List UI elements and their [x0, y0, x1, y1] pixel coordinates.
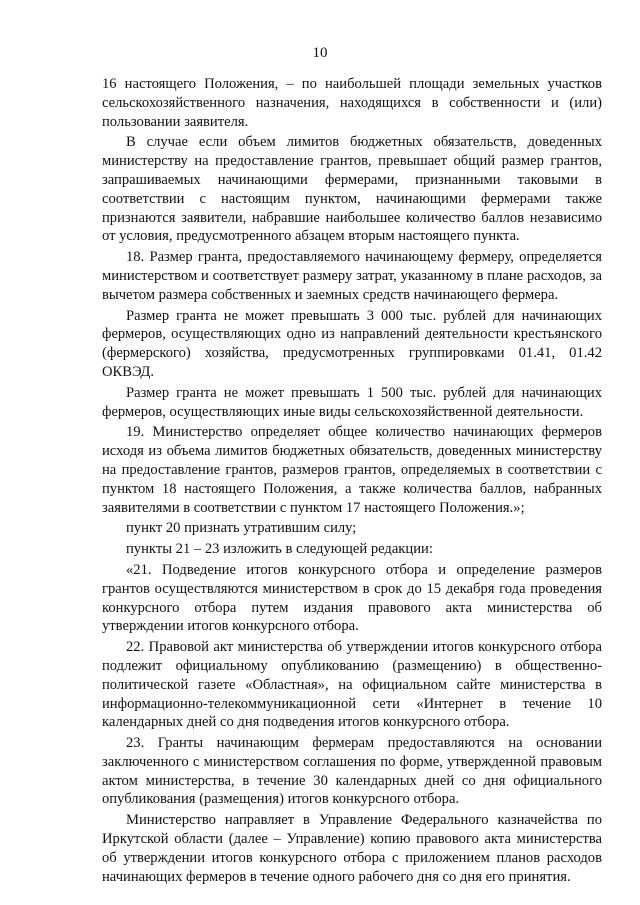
- paragraph-8: пункты 21 – 23 изложить в следующей редакции:: [126, 541, 433, 558]
- page-number: 10: [312, 45, 328, 61]
- paragraph-4: Размер гранта не может превышать 3 000 тыс. рублей для начинающих фермеров, осуществляющих одно из направлений деятельности крестьянского (фермерского) хозяйства, предусмотренных группировками 01.41, 01.42 ОКВЭД.: [102, 307, 602, 380]
- paragraph-12: Министерство направляет в Управление Федерального казначейства по Иркутской области (далее – Управление) копию правового акта министерства об утверждении итогов конкурсного отбора с приложением планов расходов начинающих фермеров в течение одного рабочего дня со дня его принятия.: [102, 812, 602, 885]
- paragraph-5: Размер гранта не может превышать 1 500 тыс. рублей для начинающих фермеров, осуществляющих иные виды сельскохозяйственной деятельности.: [102, 384, 602, 420]
- paragraph-3: 18. Размер гранта, предоставляемого начинающему фермеру, определяется министерством и соответствует размеру затрат, указанному в плане расходов, за вычетом размера собственных и заемных средств начинающего фермера.: [102, 249, 602, 303]
- paragraph-9: «21. Подведение итогов конкурсного отбора и определение размеров грантов осуществляются министерством в срок до 15 декабря года проведения конкурсного отбора путем издания правового акта министерства об утверждении итогов конкурсного отбора.: [102, 561, 602, 635]
- paragraph-1: 16 настоящего Положения, – по наибольшей площади земельных участков сельскохозяйственного назначения, находящихся в собственности и (или) пользовании заявителя.: [102, 76, 602, 130]
- paragraph-6: 19. Министерство определяет общее количество начинающих фермеров исходя из объема лимитов бюджетных обязательств, доведенных министерству на предоставление грантов, размеров грантов, определяемых в соответствии с пунктом 18 настоящего Положения, а также количества баллов, набранных заявителями в соответствии с пунктом 17 настоящего Положения.»;: [102, 424, 602, 516]
- paragraph-10: 22. Правовой акт министерства об утверждении итогов конкурсного отбора подлежит официальному опубликованию (размещению) в общественно-политической газете «Областная», на официальном сайте министерства в информационно-телекоммуникационной сети «Интернет в течение 10 календарных дней со дня подведения итогов конкурсного отбора.: [102, 639, 602, 731]
- paragraph-2: В случае если объем лимитов бюджетных обязательств, доведенных министерству на предоставление грантов, превышает общий размер грантов, запрашиваемых начинающими фермерами, признанными таковыми в соответствии с настоящим пунктом, начинающими фермерами также признаются заявители, набравшие наибольшее количество баллов независимо от условия, предусмотренного абзацем вторым настоящего пункта.: [102, 134, 602, 245]
- document-body: [102, 75, 602, 886]
- paragraph-11: 23. Гранты начинающим фермерам предоставляются на основании заключенного с министерством соглашения по форме, утвержденной правовым актом министерства, в течение 30 календарных дней со дня официального опубликования (размещения) итогов конкурсного отбора.: [102, 735, 602, 808]
- paragraph-7: пункт 20 признать утратившим силу;: [126, 520, 357, 537]
